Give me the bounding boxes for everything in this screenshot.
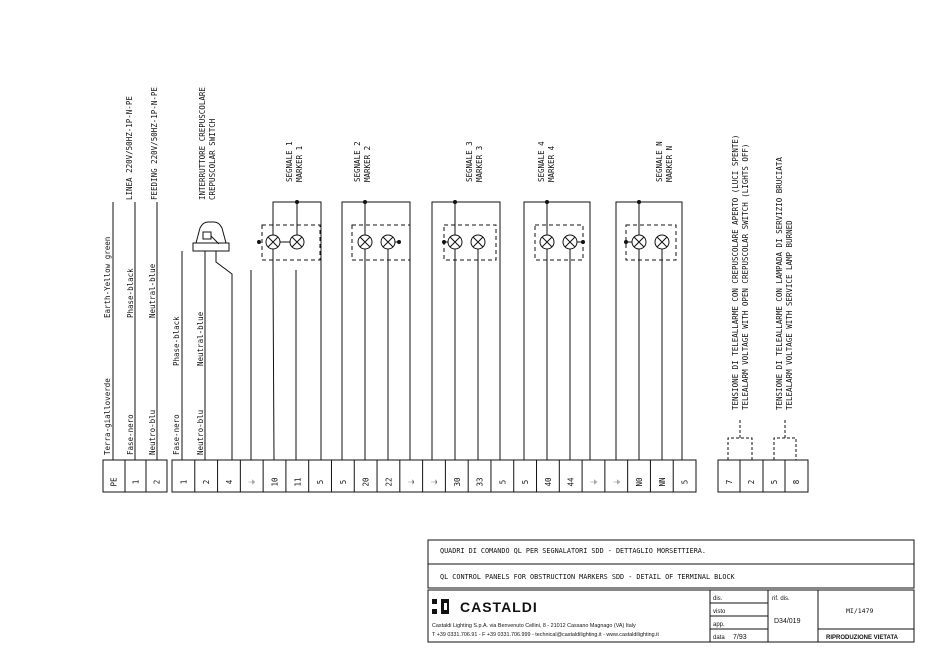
fase-label-it: Fase-nero	[126, 414, 135, 455]
marker-1-it: SEGNALE 1	[285, 141, 294, 182]
data-label: data	[713, 635, 725, 641]
earth-label-en: Earth-Yellow green	[103, 236, 112, 318]
terminal-label: ⏚	[589, 478, 599, 486]
tension-1-it: TENSIONE DI TELEALLARME CON CREPUSCOLARE APERTO (LUCI SPENTE)	[731, 134, 740, 410]
terminal-label: 8	[792, 479, 801, 485]
terminal-label: 4	[224, 479, 234, 485]
rif-dis-label: rif. dis.	[772, 596, 790, 602]
drawing-number: D34/019	[774, 618, 801, 625]
terminal-label: 33	[475, 477, 485, 487]
terminal-label: ⏚	[612, 478, 622, 486]
title-en: QL CONTROL PANELS FOR OBSTRUCTION MARKERS SDD - DETAIL OF TERMINAL BLOCK	[440, 573, 735, 581]
terminal-label: 44	[566, 477, 576, 487]
top-labels	[103, 87, 794, 455]
terminal-label: 2	[747, 479, 756, 485]
terminal-label: N0	[635, 477, 645, 487]
visto-label: visto	[713, 609, 726, 615]
terminal-label: 1	[131, 479, 141, 485]
marker-n-en: MARKER N	[665, 145, 674, 182]
company-name: CASTALDI	[460, 599, 538, 615]
terminal-label: 2	[152, 479, 162, 485]
address-line-2: T +39 0331.706.91 - F +39 0331.706.999 - technical@castaldilighting.it - www.castaldilighting.it	[432, 632, 659, 638]
marker-3-en: MARKER 3	[475, 145, 484, 182]
marker-1-en: MARKER 1	[295, 145, 304, 182]
switch-label-it: INTERRUTTORE CREPUSCOLARE	[198, 87, 207, 200]
terminal-label: 5	[680, 479, 690, 485]
marker-n-it: SEGNALE N	[655, 141, 664, 182]
terminal-label: 7	[725, 479, 734, 485]
castaldi-logo-icon	[432, 599, 449, 614]
terminal-label: ⏚	[247, 478, 257, 486]
reproduction-notice: RIPRODUZIONE VIETATA	[826, 635, 898, 641]
phase2-label-en: Phase-black	[172, 316, 181, 366]
date-value: 7/93	[733, 634, 747, 641]
terminal-label: 22	[384, 477, 394, 487]
terra-label-it: Terra-gialloverde	[103, 378, 112, 455]
junction-dots	[257, 200, 641, 244]
title-it: QUADRI DI COMANDO QL PER SEGNALATORI SDD - DETTAGLIO MORSETTIERA.	[440, 547, 706, 555]
tension-2-en: TELEALARM VOLTAGE WITH SERVICE LAMP BURNED	[785, 220, 794, 410]
terminal-label: 5	[498, 479, 508, 485]
dis-label: dis.	[713, 596, 723, 602]
neutro2-label-it: Neutro-blu	[196, 409, 205, 455]
switch-label-en: CREPUSCOLAR SWITCH	[208, 118, 217, 200]
phase-label-en: Phase-black	[126, 268, 135, 318]
neutral-label-en: Neutral-blue	[148, 263, 157, 318]
line-label-it: LINEA 220V/50HZ-1P-N-PE	[125, 96, 134, 200]
neutral2-label-en: Neutral-blue	[196, 311, 205, 366]
tension-2-it: TENSIONE DI TELEALLARME CON LAMPADA DI SERVIZIO BRUCIATA	[775, 157, 784, 410]
code-number: MI/1479	[846, 607, 874, 615]
terminal-block-left	[110, 477, 162, 487]
terminal-label: 5	[770, 479, 779, 485]
marker-2-en: MARKER 2	[363, 145, 372, 182]
terminal-label: NN	[657, 477, 667, 487]
terminal-label: 20	[361, 477, 371, 487]
terminal-label: 1	[179, 479, 189, 485]
terminal-label: 10	[270, 477, 280, 487]
line-label-en: FEEDING 220V/50HZ-1P-N-PE	[150, 87, 159, 200]
terminal-block-main	[179, 460, 689, 492]
terminal-label: 5	[338, 479, 348, 485]
schematic-lines	[113, 202, 796, 460]
fase2-label-it: Fase-nero	[172, 414, 181, 455]
terminal-label: 2	[202, 479, 212, 485]
neutro-label-it: Neutro-blu	[148, 409, 157, 455]
terminal-label: 30	[452, 477, 462, 487]
app-label: app.	[713, 622, 725, 628]
terminal-label: 40	[543, 477, 553, 487]
address-line-1: Castaldi Lighting S.p.A. via Benvenuto Cellini, 8 - 21012 Cassano Magnago (VA) Italy	[432, 623, 636, 629]
terminal-label: 11	[293, 477, 303, 487]
terminal-label: 5	[521, 479, 531, 485]
marker-3-it: SEGNALE 3	[465, 141, 474, 182]
terminal-label: ⏚	[407, 478, 417, 486]
terminal-label: ⏚	[430, 478, 439, 486]
marker-4-en: MARKER 4	[547, 145, 556, 182]
marker-2-it: SEGNALE 2	[353, 141, 362, 182]
tension-1-en: TELEALARM VOLTAGE WITH OPEN CREPUSCOLAR SWITCH (LIGHTS OFF)	[741, 143, 750, 410]
terminal-label: 5	[316, 479, 326, 485]
terminal-label: PE	[109, 477, 119, 487]
marker-4-it: SEGNALE 4	[537, 141, 546, 182]
